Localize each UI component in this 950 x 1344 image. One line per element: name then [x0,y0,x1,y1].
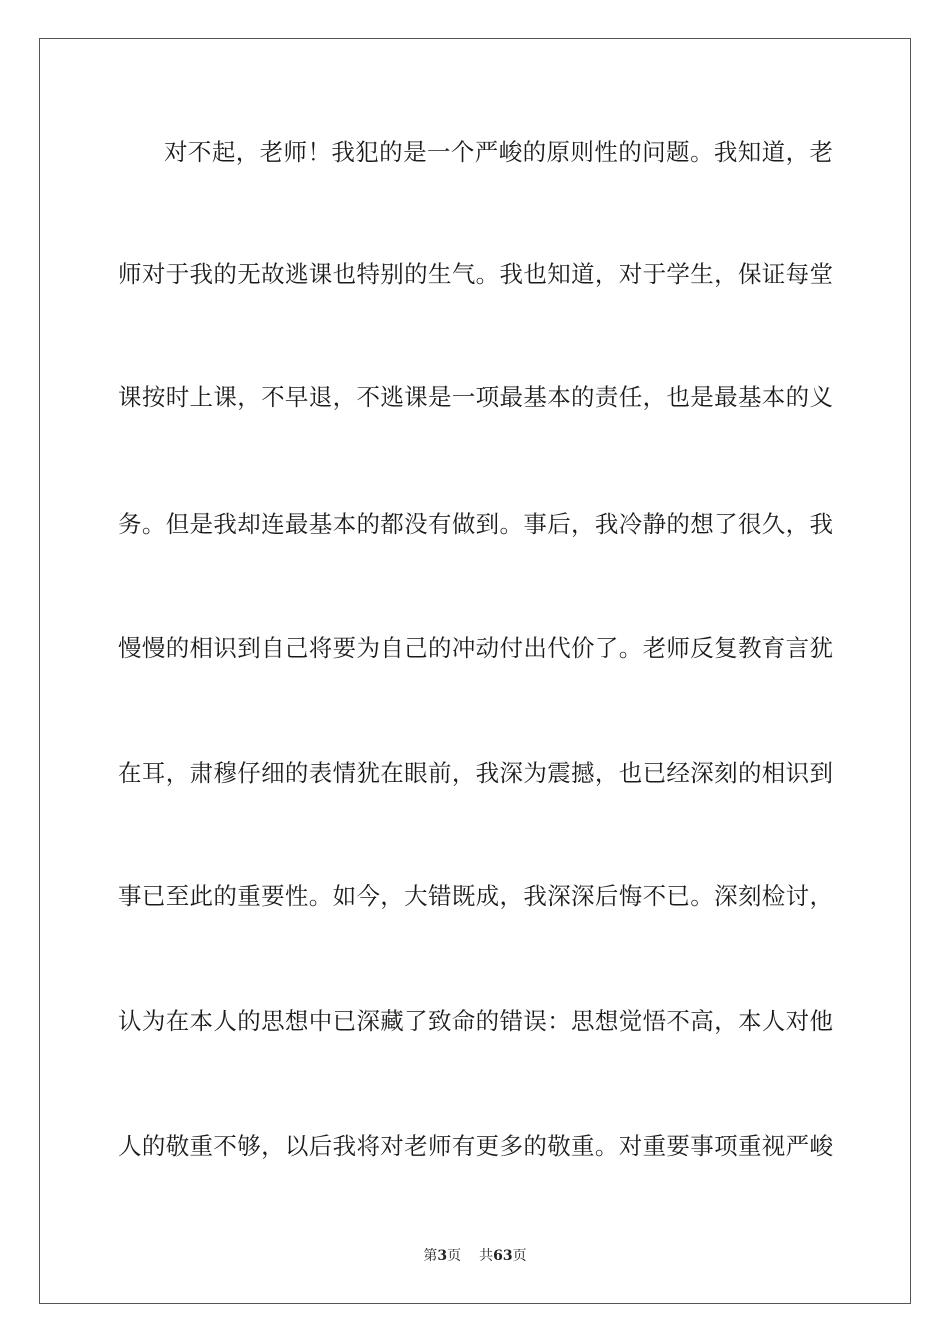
text-line: 对不起，老师！我犯的是一个严峻的原则性的问题。我知道，老 [164,138,833,166]
text-line: 人的敬重不够，以后我将对老师有更多的敬重。对重要事项重视严峻 [118,1132,833,1160]
page-suffix: 页 [447,1248,462,1264]
text-line: 师对于我的无故逃课也特别的生气。我也知道，对于学生，保证每堂 [118,260,833,288]
text-line: 认为在本人的思想中已深藏了致命的错误：思想觉悟不高，本人对他 [118,1007,833,1035]
page-current: 3 [437,1248,448,1264]
page-total: 63 [493,1248,513,1264]
page-number-footer [0,1246,950,1266]
text-line: 课按时上课，不早退，不逃课是一项最基本的责任，也是最基本的义 [118,383,833,411]
text-line: 在耳，肃穆仔细的表情犹在眼前，我深为震撼，也已经深刻的相识到 [118,759,833,787]
total-prefix: 共 [479,1248,494,1264]
text-line: 慢慢的相识到自己将要为自己的冲动付出代价了。老师反复教育言犹 [118,634,833,662]
page-prefix: 第 [423,1248,438,1264]
page-border [39,38,911,1304]
text-line: 务。但是我却连最基本的都没有做到。事后，我冷静的想了很久，我 [118,510,833,538]
text-line: 事已至此的重要性。如今，大错既成，我深深后悔不已。深刻检讨， [118,882,833,910]
total-suffix: 页 [512,1248,527,1264]
